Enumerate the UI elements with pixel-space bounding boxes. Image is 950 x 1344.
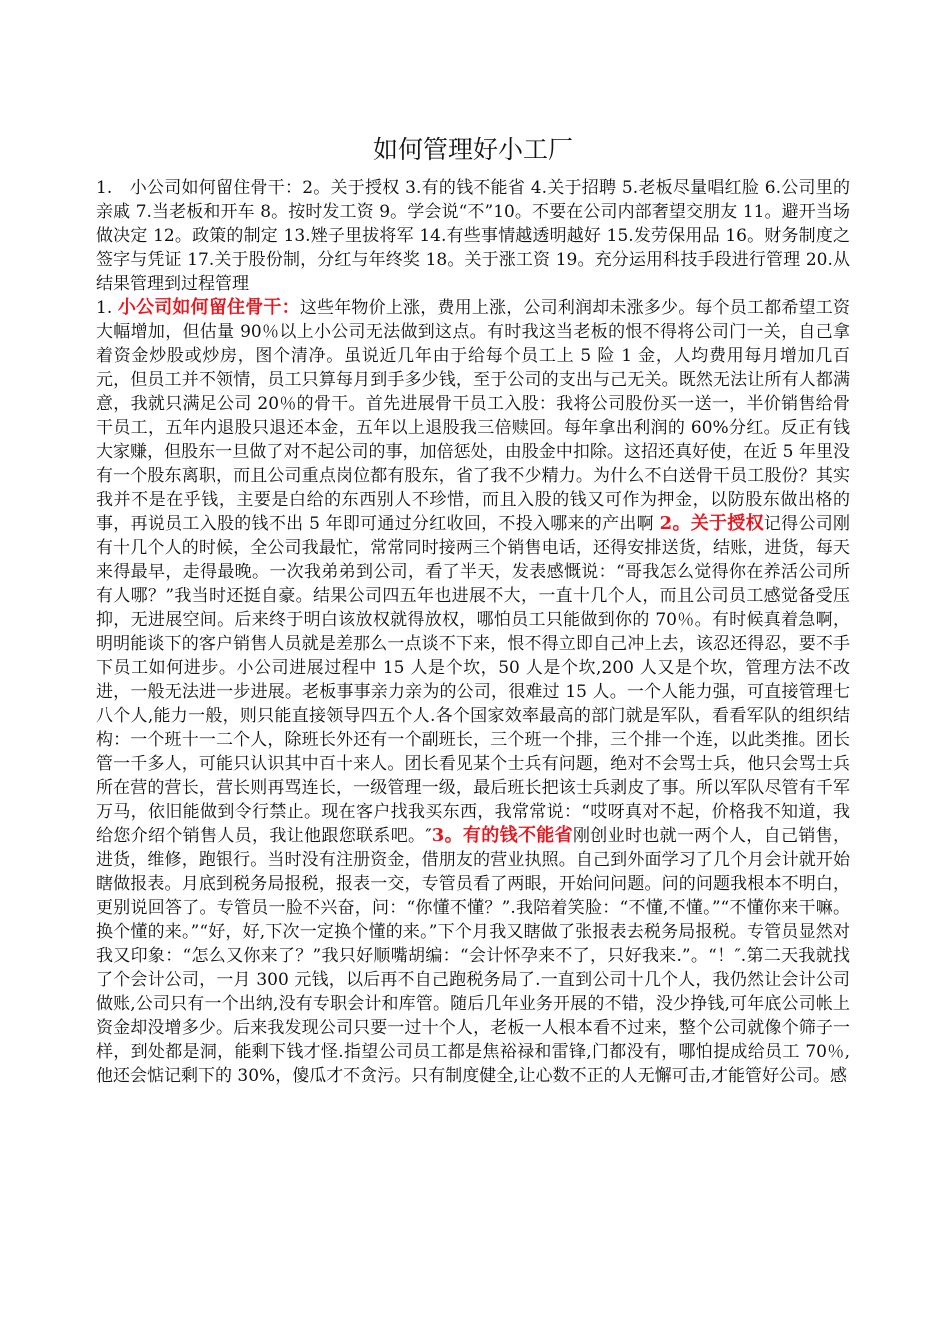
table-of-contents: 1. 小公司如何留住骨干：2。关于授权 3.有的钱不能省 4.关于招聘 5.老板尽量唱红脸 6.公司里的亲戚 7.当老板和开车 8。按时发工资 9。学会说“不”10。不要在公司内部奢望交朋友 11。避开当场做决定 12。政策的制定 13.矬子里拔将军 14.有些事情越透明越好 15.发劳保用品 16。财务制度之签字与凭证 17.关于股份制，分红与年终奖 18。关于涨工资 19。充分运用科技手段进行管理 20.从结果管理到过程管理 bbox=[96, 178, 850, 294]
section-2-heading: 2。关于授权 bbox=[659, 513, 764, 534]
document-body bbox=[96, 176, 850, 1088]
document-page bbox=[96, 128, 850, 1088]
section-1-text: 这些年物价上涨，费用上涨，公司利润却未涨多少。每个员工都希望工资大幅增加，但估量 90％以上小公司无法做到这点。有时我这当老板的恨不得将公司门一关，自己拿着资金炒股或炒房，图个清净。虽说近几年由于给每个员工上 5 险 1 金，人均费用每月增加几百元，但员工并不领情，员工只算每月到手多少钱，至于公司的支出与己无关。既然无法让所有人都满意，我就只满足公司 20％的骨干。首先进展骨干员工入股：我将公司股份买一送一，半价销售给骨干员工，五年内退股只退还本金，五年以上退股我三倍赎回。每年拿出利润的 60%分红。反正有钱大家赚，但股东一旦做了对不起公司的事，加倍惩处，由股金中扣除。这招还真好使，在近 5 年里没有一个股东离职，而且公司重点岗位都有股东，省了我不少精力。为什么不白送骨干员工股份？其实我并不是在乎钱，主要是白给的东西别人不珍惜，而且入股的钱又可作为押金，以防股东做出格的事，再说员工入股的钱不出 5 年即可通过分红收回，不投入哪来的产出啊 bbox=[96, 298, 851, 534]
document-title: 如何管理好小工厂 bbox=[372, 135, 573, 164]
section-2-text: 记得公司刚有十几个人的时候，全公司我最忙，常常同时接两三个销售电话，还得安排送货，结账，进货，每天来得最早，走得最晚。一次我弟弟到公司，看了半天，发表感慨说：“哥我怎么觉得你在养活公司所有人哪？”我当时还挺自豪。结果公司四五年也进展不大，一直十几个人，而且公司员工感觉备受压抑，无进展空间。后来终于明白该放权就得放权，哪怕员工只能做到你的 70％。有时候真着急啊，明明能谈下的客户销售人员就是差那么一点谈不下来，恨不得立即自己冲上去，该忍还得忍，要不手下员工如何进步。小公司进展过程中 15 人是个坎，50 人是个坎,200 人又是个坎，管理方法不改进，一般无法进一步进展。老板事事亲力亲为的公司，很难过 15 人。一个人能力强，可直接管理七八个人,能力一般，则只能直接领导四五个人.各个国家效率最高的部门就是军队，看看军队的组织结构：一个班十一二个人，除班长外还有一个副班长，三个班一个排，三个排一个连，以此类推。团长管一千多人，可能只认识其中百十来人。团长看见某个士兵有问题，绝对不会骂士兵，他只会骂士兵所在营的营长，营长则再骂连长，一级管理一级，最后班长把该士兵剥皮了事。所以军队尽管有千军万马，依旧能做到令行禁止。现在客户找我买东西，我常常说：“哎呀真对不起，价格我不知道，我给您介绍个销售人员，我让他跟您联系吧。″ bbox=[96, 514, 851, 846]
section-1-heading: 小公司如何留住骨干： bbox=[117, 297, 300, 318]
section-3-heading: 3。有的钱不能省 bbox=[431, 825, 573, 846]
section-1-number: 1. bbox=[96, 298, 118, 318]
section-3-text: 刚创业时也就一两个人，自己销售，进货，维修，跑银行。当时没有注册资金，借朋友的营业执照。自己到外面学习了几个月会计就开始瞎做报表。月底到税务局报税，报表一交，专管员看了两眼，开始问问题。问的问题我根本不明白，更别说回答了。专管员一脸不兴奋，问：“你懂不懂？”.我陪着笑脸：“不懂,不懂。”“不懂你来干嘛。换个懂的来。”“好，好,下次一定换个懂的来。”下个月我又瞎做了张报表去税务局报税。专管员显然对我又印象：“怎么又你来了？”我只好顺嘴胡编：“会计怀孕来不了，只好我来.”。“！″.第二天我就找了个会计公司，一月 300 元钱，以后再不自己跑税务局了.一直到公司十几个人，我仍然让会计公司做账,公司只有一个出纳,没有专职会计和库管。随后几年业务开展的不错，没少挣钱,可年底公司帐上资金却没增多少。后来我发现公司只要一过十个人，老板一人根本看不过来，整个公司就像个筛子一样，到处都是洞，能剩下钱才怪.指望公司员工都是焦裕禄和雷锋,门都没有，哪怕提成给员工 70％,他还会惦记剩下的 30%，傻瓜才不贪污。只有制度健全,让心数不正的人无懈可击,才能管好公司。感 bbox=[96, 826, 850, 1086]
